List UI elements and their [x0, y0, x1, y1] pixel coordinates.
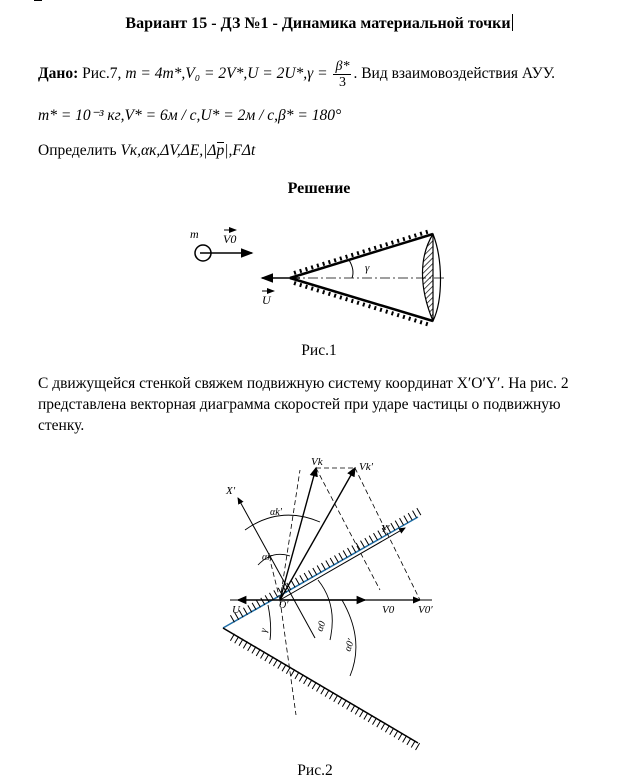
- fig2-label-u: U: [232, 604, 240, 616]
- lower-wall-hatch: [232, 637, 420, 748]
- a0-prime-arc: [342, 600, 356, 676]
- determine-formula-start: Vк,αк,ΔV,ΔE,|Δ: [120, 142, 217, 159]
- given-formula: m = 4m*,V₀ = 2V*,U = 2U*,γ =: [125, 65, 328, 83]
- fraction-numerator: β*: [335, 59, 350, 74]
- fig2-label-o: O′: [279, 600, 289, 611]
- interaction-type: . Вид взаимовоздействия АУУ.: [353, 65, 556, 83]
- determine-formula-end: |,FΔt: [224, 142, 256, 159]
- fig2-label-vk: Vk: [311, 456, 323, 468]
- fig2-label-a0p: α0′: [342, 637, 358, 654]
- fig1-label-m: m: [190, 227, 199, 241]
- fig2-label-x: X′: [226, 485, 236, 497]
- solution-heading: Решение: [287, 180, 351, 197]
- fig2-label-ak: αk: [262, 552, 272, 563]
- vk-prime-vector: [280, 468, 355, 600]
- determine-label: Определить: [38, 142, 117, 159]
- constants-line: m* = 10⁻³ кг,V* = 6м / с,U* = 2м / с,β* = 180°: [38, 107, 342, 124]
- fig2-label-gamma: γ: [258, 627, 270, 634]
- figure-reference: Рис.7,: [82, 65, 122, 83]
- y-prime-axis: [280, 528, 405, 600]
- figure-2-caption: Рис.2: [297, 762, 333, 779]
- fig2-label-akp: αk′: [270, 507, 282, 518]
- fig2-label-vkp: Vk′: [359, 461, 374, 473]
- solution-paragraph: С движущейся стенкой свяжем подвижную систему координат X′O′Y′. На рис. 2 представлена векторная диаграмма скоростей при ударе частицы о подвижную стенку.: [38, 375, 569, 434]
- given-label: Дано:: [38, 65, 79, 83]
- upper-wall-hatch: [232, 511, 420, 619]
- fig1-label-gamma: γ: [365, 262, 370, 274]
- fig2-label-v0p: V0′: [418, 604, 433, 616]
- dash-mid: [316, 468, 380, 590]
- fig1-label-v0: V0: [223, 232, 237, 246]
- determine-formula-p: p: [216, 142, 225, 159]
- figure-1-caption: Рис.1: [301, 342, 337, 359]
- fraction-denominator: 3: [338, 75, 346, 90]
- fig1-label-u: U: [262, 293, 271, 307]
- fig2-label-a0: α0: [314, 619, 329, 634]
- page-title: Вариант 15 - ДЗ №1 - Динамика материальной точки: [125, 15, 511, 32]
- ak-prime-arc: [245, 515, 320, 530]
- dash-lower: [280, 600, 296, 715]
- x-prime-axis: [238, 498, 315, 638]
- gamma-arc-2: [268, 605, 271, 640]
- fig2-label-v0: V0: [382, 604, 395, 616]
- fig2-label-y: Y′: [381, 523, 390, 535]
- vk-vector: [280, 468, 316, 600]
